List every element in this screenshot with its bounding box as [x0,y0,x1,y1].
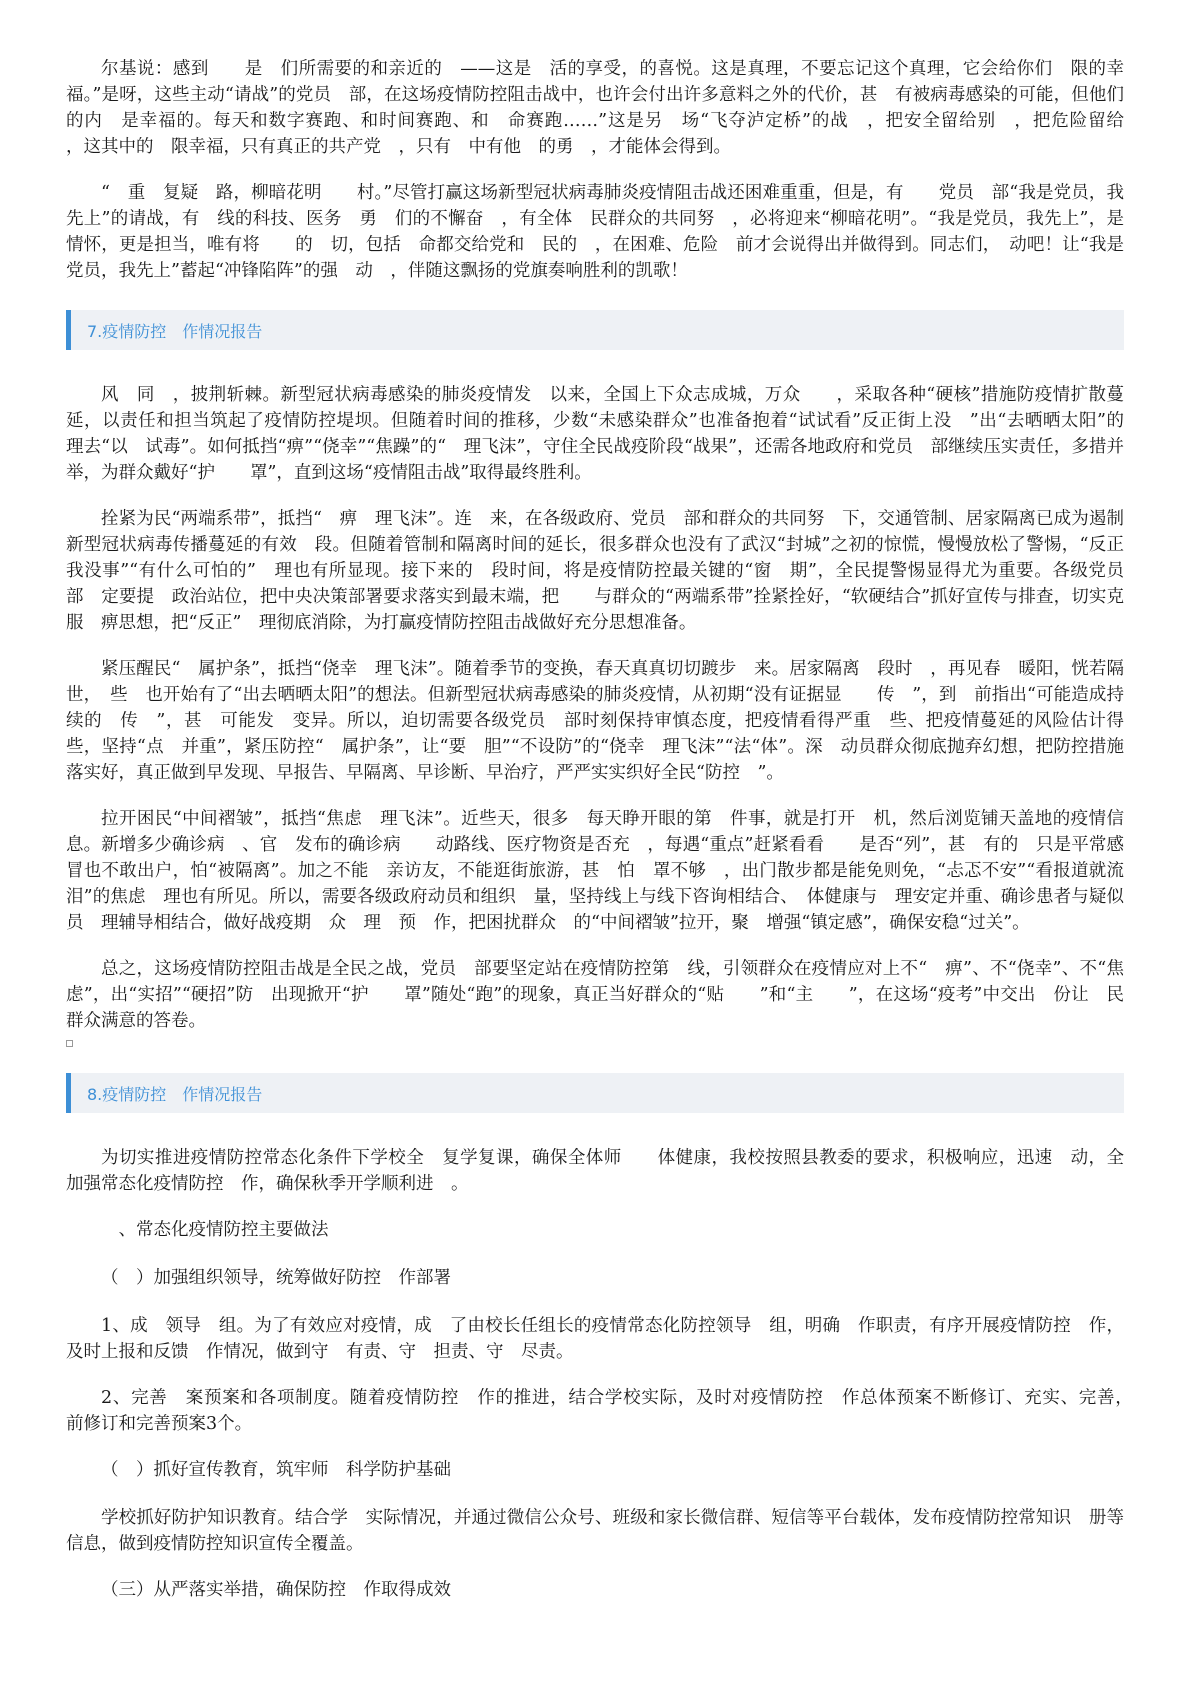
paragraph: 总之，这场疫情防控阻击战是全民之战，党员 部要坚定站在疫情防控第 线，引领群众在疫情应对上不“ 痹”、不“侥幸”、不“焦虑”，出“实招”“硬招”防 出现掀开“护 罩”随处“跑”的现象，真正当好群众的“贴 ”和“主 ”，在这场“疫考”中交出 份让 民群众满意的答卷。 [66,959,1124,1031]
subheading-line: （ ）加强组织领导，统筹做好防控 作部署 [101,1268,451,1288]
paragraph: 拉开困民“中间褶皱”，抵挡“焦虑 理飞沫”。近些天，很多 每天睁开眼的第 件事，就是打开 机，然后浏览铺天盖地的疫情信息。新增多少确诊病 、官 发布的确诊病 动路线、医疗物资是否充 ，每遇“重点”赶紧看看 是否“列”，甚 有的 只是平常感冒也不敢出户，怕“被隔离”。加之不能 亲访友，不能逛街旅游，甚 怕 罩不够 ，出门散步都是能免则免，“忐忑不安”“看报道就流泪”的焦虑 理也有所见。所以，需要各级政府动员和组织 量，坚持线上与线下咨询相结合、 体健康与 理安定并重、确诊患者与疑似 员 理辅导相结合，做好战疫期 众 理 预 作，把困扰群众 的“中间褶皱”拉开，聚 增强“镇定感”，确保安稳“过关”。 [66,809,1142,933]
subheading-line: （ ）抓好宣传教育，筑牢师 科学防护基础 [101,1460,451,1480]
section-title: 7.疫情防控 作情况报告 [87,321,263,341]
section-title: 8.疫情防控 作情况报告 [87,1084,263,1104]
paragraph: 2、完善 案预案和各项制度。随着疫情防控 作的推进，结合学校实际，及时对疫情防控 作总体预案不断修订、充实、完善， 前修订和完善预案3个。 [66,1388,1159,1434]
paragraph: 为切实推进疫情防控常态化条件下学校全 复学复课，确保全体师 体健康，我校按照县教委的要求，积极响应，迅速 动，全 加强常态化疫情防控 作，确保秋季开学顺利进 。 [66,1148,1142,1194]
section-header-8 [66,1073,1124,1113]
small-square-mark [66,1040,73,1047]
paragraph: 学校抓好防护知识教育。结合学 实际情况，并通过微信公众号、班级和家长微信群、短信等平台载体，发布疫情防控常知识 册等信息，做到疫情防控知识宣传全覆盖。 [66,1508,1124,1554]
paragraph: “ 重 复疑 路，柳暗花明 村。”尽管打赢这场新型冠状病毒肺炎疫情阻击战还困难重重，但是，有 党员 部“我是党员，我先上”的请战，有 线的科技、医务 勇 们的不懈奋 ，有全体 民群众的共同努 ，必将迎来“柳暗花明”。“我是党员，我先上”，是情怀，更是担当，唯有将 的 切，包括 命都交给党和 民的 ，在困难、危险 前才会说得出并做得到。同志们， 动吧！让“我是党员，我先上”蓄起“冲锋陷阵”的强 动 ，伴随这飘扬的党旗奏响胜利的凯歌！ [66,183,1124,281]
paragraph: 风 同 ，披荆斩棘。新型冠状病毒感染的肺炎疫情发 以来，全国上下众志成城，万众 ，采取各种“硬核”措施防疫情扩散蔓延，以责任和担当筑起了疫情防控堤坝。但随着时间的推移，少数“未感染群众”也准备抱着“试试看”反正街上没 ”出“去晒晒太阳”的 理去“以 试毒”。如何抵挡“痹”“侥幸”“焦躁”的“ 理飞沫”，守住全民战疫阶段“战果”，还需各地政府和党员 部继续压实责任，多措并举，为群众戴好“护 罩”，直到这场“疫情阻击战”取得最终胜利。 [66,385,1142,483]
paragraph: 拴紧为民“两端系带”，抵挡“ 痹 理飞沫”。连 来，在各级政府、党员 部和群众的共同努 下，交通管制、居家隔离已成为遏制新型冠状病毒传播蔓延的有效 段。但随着管制和隔离时间的延长，很多群众也没有了武汉“封城”之初的惊慌，慢慢放松了警惕，“反正我没事”“有什么可怕的” 理也有所显现。接下来的 段时间，将是疫情防控最关键的“窗 期”，全民提警惕显得尤为重要。各级党员 部 定要提 政治站位，把中央决策部署要求落实到最末端，把 与群众的“两端系带”拴紧拴好，“软硬结合”抓好宣传与排查，切实克服 痹思想，把“反正” 理彻底消除，为打赢疫情防控阻击战做好充分思想准备。 [66,509,1142,633]
section-header-7 [66,310,1124,350]
paragraph: 1、成 领导 组。为了有效应对疫情，成 了由校长任组长的疫情常态化防控领导 组，明确 作职责，有序开展疫情防控 作，及时上报和反馈 作情况，做到守 有责、守 担责、守 尽责。 [66,1316,1124,1362]
subheading-line: （三）从严落实举措，确保防控 作取得成效 [101,1580,451,1600]
paragraph: 紧压醒民“ 属护条”，抵挡“侥幸 理飞沫”。随着季节的变换，春天真真切切踱步 来。居家隔离 段时 ，再见春 暖阳，恍若隔世， 些 也开始有了“出去晒晒太阳”的想法。但新型冠状病毒感染的肺炎疫情，从初期“没有证据显 传 ”，到 前指出“可能造成持续的 传 ”，甚 可能发 变异。所以，迫切需要各级党员 部时刻保持审慎态度，把疫情看得严重 些、把疫情蔓延的风险估计得 些，坚持“点 并重”，紧压防控“ 属护条”，让“要 胆”“不设防”的“侥幸 理飞沫”“法“体”。深 动员群众彻底抛弃幻想，把防控措施落实好，真正做到早发现、早报告、早隔离、早诊断、早治疗，严严实实织好全民“防控 ”。 [66,659,1159,783]
heading-line: 、常态化疫情防控主要做法 [101,1220,329,1240]
paragraph: 尔基说：感到 是 们所需要的和亲近的 ——这是 活的享受，的喜悦。这是真理，不要忘记这个真理，它会给你们 限的幸福。”是呀，这些主动“请战”的党员 部，在这场疫情防控阻击战中，也许会付出许多意料之外的代价，甚 有被病毒感染的可能，但他们的内 是幸福的。每天和数字赛跑、和时间赛跑、和 命赛跑……”这是另 场“飞夺泸定桥”的战 ，把安全留给别 ，把危险留给 ，这其中的 限幸福，只有真正的共产党 ，只有 中有他 的勇 ，才能体会得到。 [66,59,1159,157]
